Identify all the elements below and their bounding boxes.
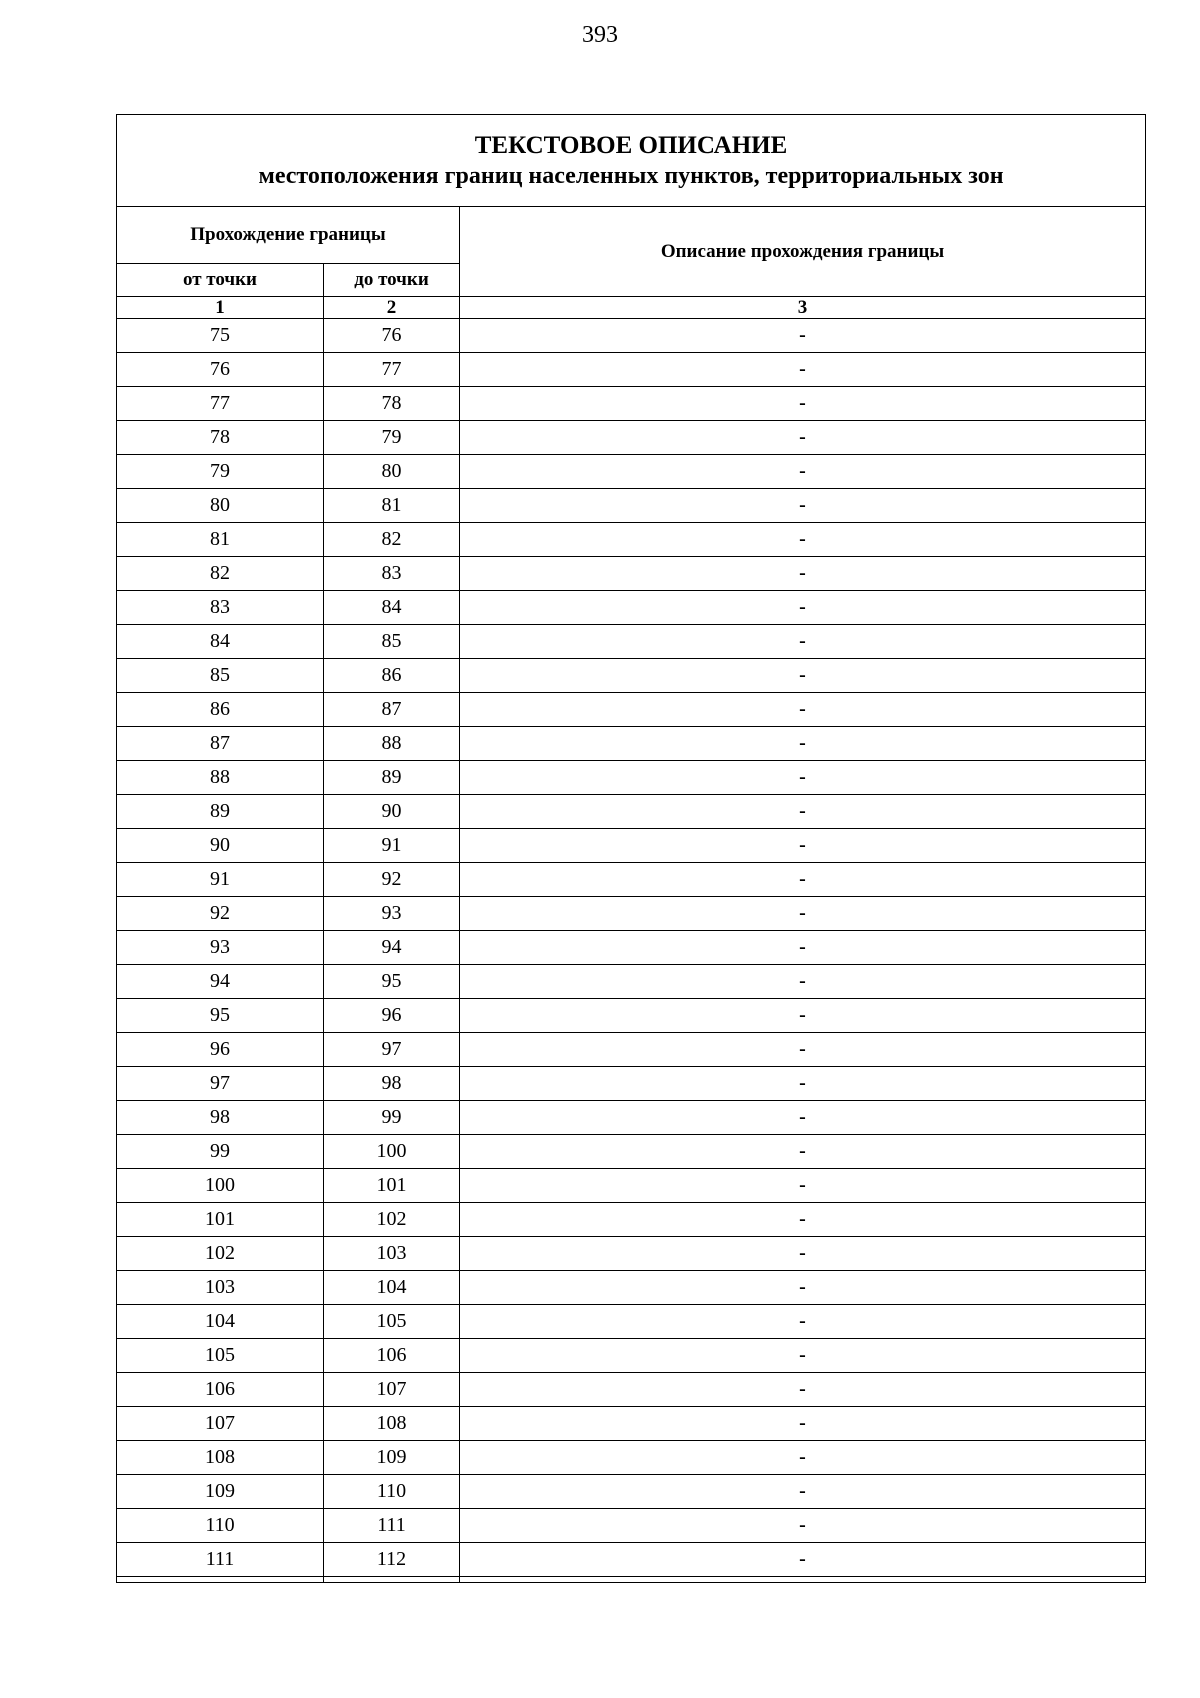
to-point-cell: 77 [324,353,460,387]
from-point-cell: 75 [117,319,324,353]
to-point-cell: 100 [324,1135,460,1169]
table-row [117,1543,1146,1577]
table-row [117,421,1146,455]
to-point-cell: 112 [324,1543,460,1577]
table-row [117,1475,1146,1509]
description-cell: - [460,1475,1146,1509]
from-point-cell: 103 [117,1271,324,1305]
table-row [117,353,1146,387]
table-row [117,455,1146,489]
to-point-cell: 90 [324,795,460,829]
from-point-cell: 85 [117,659,324,693]
table-row [117,999,1146,1033]
to-point-cell: 93 [324,897,460,931]
from-point-cell: 84 [117,625,324,659]
description-cell: - [460,387,1146,421]
description-cell: - [460,761,1146,795]
table-row [117,829,1146,863]
to-point-cell: 87 [324,693,460,727]
description-cell: - [460,693,1146,727]
from-point-cell: 87 [117,727,324,761]
description-cell: - [460,897,1146,931]
from-point-cell: 89 [117,795,324,829]
description-cell: - [460,1237,1146,1271]
from-point-cell: 108 [117,1441,324,1475]
from-point-cell: 104 [117,1305,324,1339]
to-point-cell: 99 [324,1101,460,1135]
description-cell: - [460,829,1146,863]
description-cell: - [460,1203,1146,1237]
description-cell: - [460,319,1146,353]
from-point-cell: 93 [117,931,324,965]
from-point-cell: 78 [117,421,324,455]
table-row [117,1135,1146,1169]
to-point-cell: 82 [324,523,460,557]
description-cell: - [460,353,1146,387]
column-number-1: 1 [117,297,324,319]
table-title [117,115,1146,207]
table-bottom-spacer [117,1577,1146,1583]
to-point-cell: 97 [324,1033,460,1067]
to-point-cell: 76 [324,319,460,353]
from-point-cell: 98 [117,1101,324,1135]
from-point-cell: 110 [117,1509,324,1543]
header-from-point: от точки [117,264,324,297]
from-point-cell: 82 [117,557,324,591]
column-number-3: 3 [460,297,1146,319]
to-point-cell: 103 [324,1237,460,1271]
page-number: 393 [582,22,618,48]
table-row [117,319,1146,353]
from-point-cell: 80 [117,489,324,523]
description-cell: - [460,1339,1146,1373]
description-cell: - [460,625,1146,659]
to-point-cell: 111 [324,1509,460,1543]
to-point-cell: 81 [324,489,460,523]
to-point-cell: 78 [324,387,460,421]
description-cell: - [460,965,1146,999]
table-row [117,1203,1146,1237]
table-row [117,1373,1146,1407]
table-row [117,965,1146,999]
table-row [117,693,1146,727]
header-group: Прохождение границы [117,207,460,264]
description-cell: - [460,1509,1146,1543]
table-row [117,1033,1146,1067]
table-row [117,1305,1146,1339]
description-cell: - [460,659,1146,693]
to-point-cell: 86 [324,659,460,693]
description-cell: - [460,455,1146,489]
description-cell: - [460,1101,1146,1135]
from-point-cell: 101 [117,1203,324,1237]
title-main: ТЕКСТОВОЕ ОПИСАНИЕ [474,131,788,159]
table-row [117,1067,1146,1101]
to-point-cell: 89 [324,761,460,795]
description-cell: - [460,863,1146,897]
from-point-cell: 76 [117,353,324,387]
from-point-cell: 105 [117,1339,324,1373]
description-cell: - [460,999,1146,1033]
table-row [117,1407,1146,1441]
table-row [117,1441,1146,1475]
to-point-cell: 80 [324,455,460,489]
table-row [117,931,1146,965]
to-point-cell: 104 [324,1271,460,1305]
description-cell: - [460,489,1146,523]
from-point-cell: 81 [117,523,324,557]
description-cell: - [460,1373,1146,1407]
description-cell: - [460,1033,1146,1067]
description-cell: - [460,1067,1146,1101]
description-cell: - [460,1135,1146,1169]
to-point-cell: 98 [324,1067,460,1101]
from-point-cell: 111 [117,1543,324,1577]
to-point-cell: 91 [324,829,460,863]
table-row [117,1101,1146,1135]
from-point-cell: 92 [117,897,324,931]
table-row [117,1169,1146,1203]
table-row [117,557,1146,591]
table-row [117,659,1146,693]
header-description: Описание прохождения границы [460,207,1146,297]
table-row [117,489,1146,523]
to-point-cell: 88 [324,727,460,761]
to-point-cell: 102 [324,1203,460,1237]
to-point-cell: 79 [324,421,460,455]
to-point-cell: 94 [324,931,460,965]
table-body [117,319,1146,1577]
table-row [117,387,1146,421]
from-point-cell: 102 [117,1237,324,1271]
table-row [117,795,1146,829]
from-point-cell: 79 [117,455,324,489]
description-cell: - [460,1271,1146,1305]
from-point-cell: 94 [117,965,324,999]
description-cell: - [460,1305,1146,1339]
to-point-cell: 95 [324,965,460,999]
from-point-cell: 97 [117,1067,324,1101]
from-point-cell: 77 [117,387,324,421]
from-point-cell: 106 [117,1373,324,1407]
table-row [117,897,1146,931]
from-point-cell: 88 [117,761,324,795]
description-cell: - [460,421,1146,455]
to-point-cell: 109 [324,1441,460,1475]
description-cell: - [460,1543,1146,1577]
to-point-cell: 92 [324,863,460,897]
description-cell: - [460,795,1146,829]
table-row [117,625,1146,659]
table-row [117,1237,1146,1271]
to-point-cell: 106 [324,1339,460,1373]
to-point-cell: 107 [324,1373,460,1407]
description-cell: - [460,1441,1146,1475]
description-cell: - [460,727,1146,761]
from-point-cell: 99 [117,1135,324,1169]
description-cell: - [460,523,1146,557]
column-number-2: 2 [324,297,460,319]
table-row [117,1271,1146,1305]
from-point-cell: 83 [117,591,324,625]
from-point-cell: 90 [117,829,324,863]
table-row [117,863,1146,897]
to-point-cell: 83 [324,557,460,591]
title-sub: местоположения границ населенных пунктов, территориальных зон [258,162,1004,189]
from-point-cell: 86 [117,693,324,727]
table-row [117,1339,1146,1373]
table-row [117,727,1146,761]
from-point-cell: 100 [117,1169,324,1203]
table-row [117,761,1146,795]
from-point-cell: 91 [117,863,324,897]
to-point-cell: 101 [324,1169,460,1203]
description-cell: - [460,557,1146,591]
table-row [117,1509,1146,1543]
description-cell: - [460,931,1146,965]
to-point-cell: 96 [324,999,460,1033]
from-point-cell: 109 [117,1475,324,1509]
description-cell: - [460,591,1146,625]
description-cell: - [460,1169,1146,1203]
boundary-description-table [116,114,1146,1583]
table-row [117,591,1146,625]
from-point-cell: 96 [117,1033,324,1067]
to-point-cell: 110 [324,1475,460,1509]
from-point-cell: 95 [117,999,324,1033]
to-point-cell: 85 [324,625,460,659]
to-point-cell: 108 [324,1407,460,1441]
to-point-cell: 84 [324,591,460,625]
header-to-point: до точки [324,264,460,297]
description-cell: - [460,1407,1146,1441]
to-point-cell: 105 [324,1305,460,1339]
from-point-cell: 107 [117,1407,324,1441]
table-row [117,523,1146,557]
